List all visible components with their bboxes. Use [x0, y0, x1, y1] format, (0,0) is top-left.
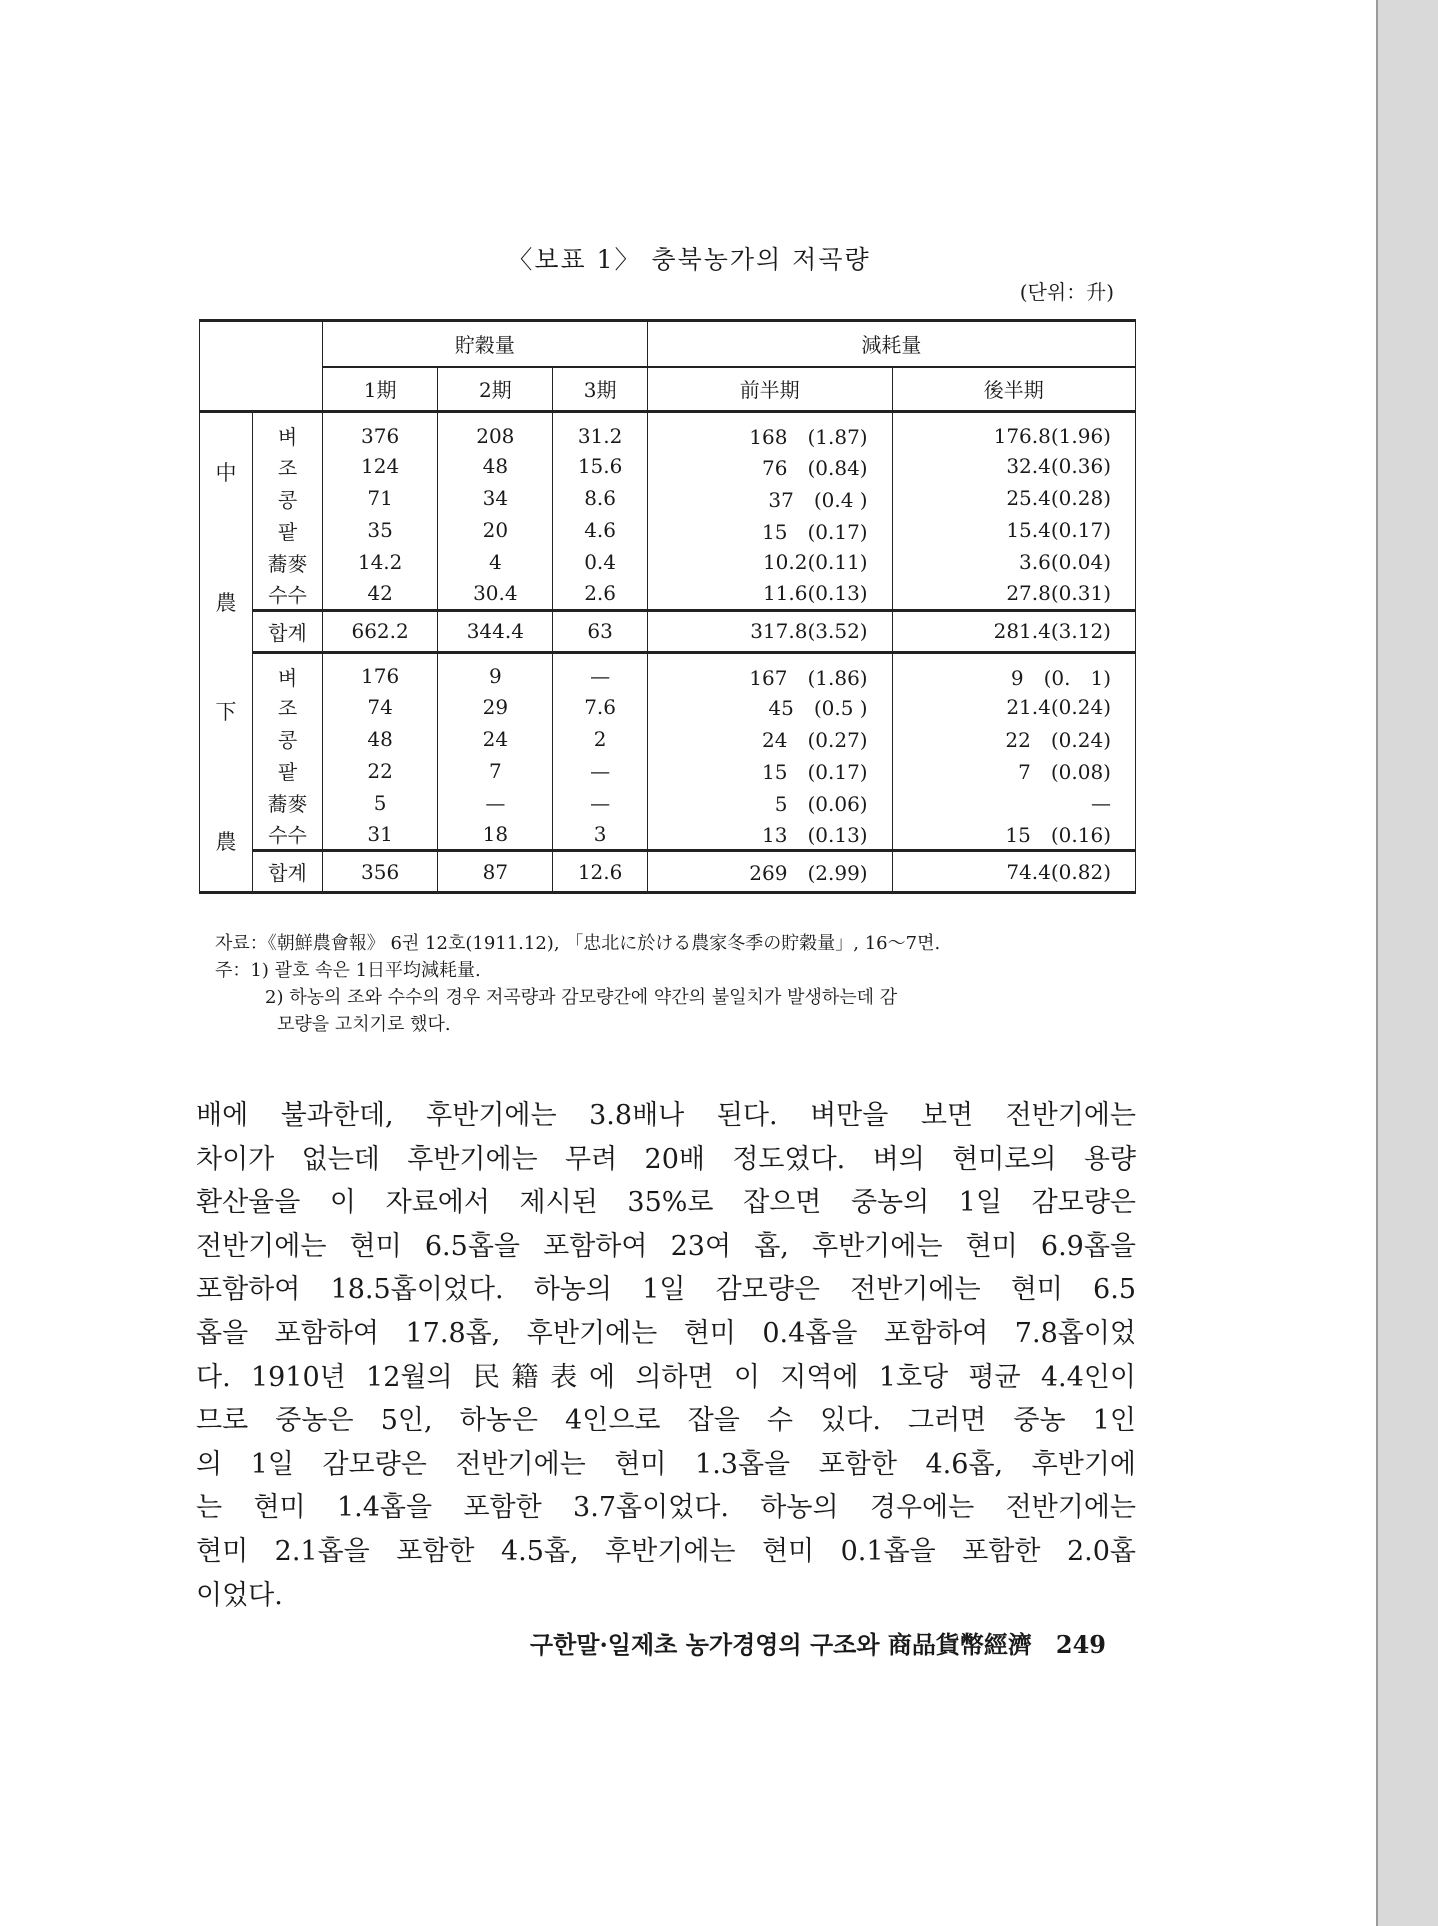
body-line: 포함하여 18.5홉이었다. 하농의 1일 감모량은 전반기에는 현미 6.5 — [196, 1274, 1136, 1306]
table-cell: 29 — [438, 691, 553, 723]
table-cell: 281.4(3.12) — [892, 610, 1135, 652]
body-line: 차이가 없는데 후반기에는 무려 20배 정도였다. 벼의 현미로의 용량 — [196, 1143, 1136, 1175]
table-cell: 176.8(1.96) — [892, 412, 1135, 451]
body-line: 홉을 포함하여 17.8홉, 후반기에는 현미 0.4홉을 포함하여 7.8홉이었 — [196, 1317, 1136, 1349]
table-cell: 3.6(0.04) — [892, 546, 1135, 578]
table-cell: 15 (0.16) — [892, 819, 1135, 851]
table-cell: 14.2 — [323, 546, 438, 578]
body-line: 다. 1910년 12월의 民籍表에 의하면 이 지역에 1호당 평균 4.4인이 — [196, 1361, 1136, 1393]
table-cell: 35 — [323, 514, 438, 546]
table-cell: 0.4 — [553, 546, 647, 578]
total-row — [200, 851, 1136, 893]
body-text — [196, 1094, 1136, 1617]
table-cell: 8.6 — [553, 482, 647, 514]
table-cell: 15 (0.17) — [647, 755, 892, 787]
col-header: 後半期 — [892, 367, 1135, 412]
group-label-bottom: 農 — [215, 590, 237, 615]
table-row — [200, 482, 1136, 514]
col-header: 2期 — [438, 367, 553, 412]
table-cell: 20 — [438, 514, 553, 546]
table-cell: 376 — [323, 412, 438, 451]
table-cell: 76 (0.84) — [647, 450, 892, 482]
table-cell: 24 (0.27) — [647, 723, 892, 755]
row-label: 蕎麥 — [253, 787, 323, 819]
note-1: 주：1) 괄호 속은 1日平均減耗量. — [215, 960, 481, 981]
table-cell: 5 — [323, 787, 438, 819]
table-cell: 48 — [323, 723, 438, 755]
body-line: 의 1일 감모량은 전반기에는 현미 1.3홉을 포함한 4.6홉, 후반기에 — [196, 1448, 1136, 1480]
header-storage: 貯穀量 — [323, 321, 648, 367]
note-2: 2) 하농의 조와 수수의 경우 저곡량과 감모량간에 약간의 불일치가 발생하는데 감 — [265, 987, 898, 1008]
header-loss: 減耗量 — [647, 321, 1135, 367]
table-cell: 22 (0.24) — [892, 723, 1135, 755]
table-cell: 662.2 — [323, 610, 438, 652]
table-cell: 344.4 — [438, 610, 553, 652]
table-row — [200, 652, 1136, 691]
table-cell: 7 (0.08) — [892, 755, 1135, 787]
table-cell: 7 — [438, 755, 553, 787]
table-cell: 11.6(0.13) — [647, 578, 892, 610]
table-cell: 12.6 — [553, 851, 647, 893]
table-row — [200, 755, 1136, 787]
table-row — [200, 691, 1136, 723]
unit-label: (단위：升) — [1019, 280, 1114, 304]
table-cell: 4 — [438, 546, 553, 578]
note-source: 자료：《朝鮮農會報》 6권 12호(1911.12), 「忠北に於ける農家冬季の貯穀量」, 16～7면. — [215, 933, 941, 954]
table-cell: 5 (0.06) — [647, 787, 892, 819]
row-label: 합계 — [253, 610, 323, 652]
table-cell: 10.2(0.11) — [647, 546, 892, 578]
row-label: 팥 — [253, 514, 323, 546]
table-cell: — — [892, 787, 1135, 819]
table-cell: 30.4 — [438, 578, 553, 610]
group-label — [200, 412, 253, 653]
table-cell: 7.6 — [553, 691, 647, 723]
table-row — [200, 723, 1136, 755]
table-cell: 18 — [438, 819, 553, 851]
body-line: 므로 중농은 5인, 하농은 4인으로 잡을 수 있다. 그러면 중농 1인 — [196, 1405, 1136, 1437]
row-label: 蕎麥 — [253, 546, 323, 578]
body-line: 현미 2.1홉을 포함한 4.5홉, 후반기에는 현미 0.1홉을 포함한 2.0홉 — [196, 1535, 1136, 1567]
table-cell: 4.6 — [553, 514, 647, 546]
table-cell: — — [553, 787, 647, 819]
table-cell: — — [438, 787, 553, 819]
table-cell: 124 — [323, 450, 438, 482]
table-cell: 25.4(0.28) — [892, 482, 1135, 514]
table-cell: 9 (0. 1) — [892, 652, 1135, 691]
table-cell: 317.8(3.52) — [647, 610, 892, 652]
table-cell: 3 — [553, 819, 647, 851]
body-line: 환산율을 이 자료에서 제시된 35%로 잡으면 중농의 1일 감모량은 — [196, 1187, 1136, 1219]
table-cell: 22 — [323, 755, 438, 787]
table-cell: 269 (2.99) — [647, 851, 892, 893]
group-label-top: 下 — [215, 699, 237, 724]
table-cell: 34 — [438, 482, 553, 514]
table-cell: 15 (0.17) — [647, 514, 892, 546]
table-cell: 208 — [438, 412, 553, 451]
table-cell: 45 (0.5 ) — [647, 691, 892, 723]
table-row — [200, 514, 1136, 546]
table-cell: 87 — [438, 851, 553, 893]
note-2-cont: 모량을 고치기로 했다. — [277, 1014, 451, 1035]
table-cell: — — [553, 652, 647, 691]
table-row — [200, 578, 1136, 610]
table-cell: 24 — [438, 723, 553, 755]
table-row — [200, 412, 1136, 451]
row-label: 콩 — [253, 723, 323, 755]
group-label-bottom: 農 — [215, 829, 237, 854]
table-cell: 63 — [553, 610, 647, 652]
table-cell: 32.4(0.36) — [892, 450, 1135, 482]
row-label: 수수 — [253, 819, 323, 851]
table-title: 〈보표 1〉 충북농가의 저곡량 — [507, 245, 871, 274]
row-label: 합계 — [253, 851, 323, 893]
row-label: 조 — [253, 691, 323, 723]
table-row — [200, 546, 1136, 578]
table-cell: 21.4(0.24) — [892, 691, 1135, 723]
table-cell: 176 — [323, 652, 438, 691]
row-label: 벼 — [253, 652, 323, 691]
group-label-top: 中 — [215, 460, 237, 485]
row-label: 조 — [253, 450, 323, 482]
table-cell: 168 (1.87) — [647, 412, 892, 451]
col-header: 3期 — [553, 367, 647, 412]
table-row — [200, 819, 1136, 851]
group-label — [200, 652, 253, 893]
table-cell: 9 — [438, 652, 553, 691]
table-cell: 15.6 — [553, 450, 647, 482]
row-label: 벼 — [253, 412, 323, 451]
col-header: 前半期 — [647, 367, 892, 412]
table-cell: 31.2 — [553, 412, 647, 451]
total-row — [200, 610, 1136, 652]
col-header: 1期 — [323, 367, 438, 412]
table-cell: 31 — [323, 819, 438, 851]
table-cell: 42 — [323, 578, 438, 610]
table-cell: 74.4(0.82) — [892, 851, 1135, 893]
table-row — [200, 450, 1136, 482]
table-cell: 37 (0.4 ) — [647, 482, 892, 514]
table-notes — [215, 930, 940, 1038]
table-cell: 48 — [438, 450, 553, 482]
row-label: 수수 — [253, 578, 323, 610]
body-line: 는 현미 1.4홉을 포함한 3.7홉이었다. 하농의 경우에는 전반기에는 — [196, 1492, 1136, 1524]
table-cell: 167 (1.86) — [647, 652, 892, 691]
table-cell: 74 — [323, 691, 438, 723]
table-cell: 2.6 — [553, 578, 647, 610]
table-cell: 13 (0.13) — [647, 819, 892, 851]
body-line: 전반기에는 현미 6.5홉을 포함하여 23여 홉, 후반기에는 현미 6.9홉을 — [196, 1230, 1136, 1262]
body-line: 배에 불과한데, 후반기에는 3.8배나 된다. 벼만을 보면 전반기에는 — [196, 1100, 1136, 1131]
page-footer: 구한말·일제초 농가경영의 구조와 商品貨幣經濟 249 — [529, 1630, 1106, 1659]
table-cell: 356 — [323, 851, 438, 893]
row-label: 콩 — [253, 482, 323, 514]
row-label: 팥 — [253, 755, 323, 787]
body-line: 이었다. — [196, 1579, 283, 1611]
table-cell: 15.4(0.17) — [892, 514, 1135, 546]
table-cell: 71 — [323, 482, 438, 514]
table-cell: 27.8(0.31) — [892, 578, 1135, 610]
grain-storage-table — [199, 319, 1136, 894]
table-cell: — — [553, 755, 647, 787]
table-row — [200, 787, 1136, 819]
table-cell: 2 — [553, 723, 647, 755]
